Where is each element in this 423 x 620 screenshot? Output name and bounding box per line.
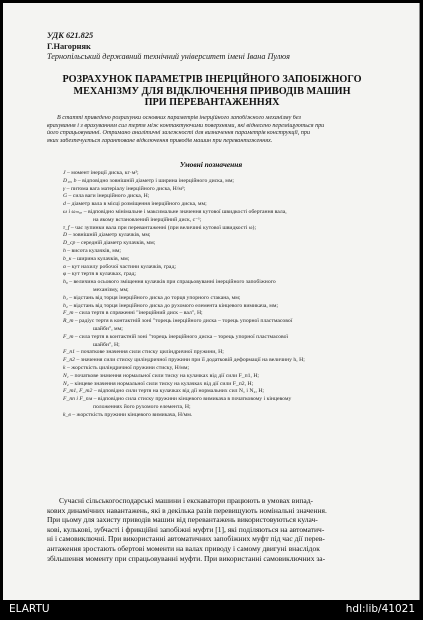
- notation-item: [63, 256, 383, 264]
- notation-description: – кут нахилу робочої частини кулачків, град;: [66, 263, 176, 270]
- abstract-line: його спрацьовуванні. Отримано аналітичні залежності для визначення параметрів конструкції, при: [47, 130, 310, 137]
- author-affiliation: Тернопільський державний технічний університет імені Івана Пулюя: [47, 52, 290, 61]
- notation-symbol: J: [63, 170, 66, 176]
- notation-symbol: h₂: [63, 302, 68, 309]
- notation-item: [63, 186, 383, 194]
- notation-description: – час зупинки вала при перевантаженні (при величині кутової швидкості ω);: [69, 224, 257, 231]
- notation-description: – відповідно сила стиску пружини кінцевого вимикача в початковому і кінцевому: [92, 396, 292, 403]
- notation-description: – значення сили стиску циліндричної пружини при її додатковій деформації на величину h, Н;: [75, 357, 305, 364]
- abstract-line: врахування і з врахуванням сил тертя між контактуючими поверхнями, які віднесено переміщуються при: [47, 122, 325, 129]
- body-line: кових динамічних навантажень, які в декілька разів перевищують номінальні значення.: [47, 505, 327, 515]
- notation-description: – середній діаметр кулачків, мм;: [75, 240, 156, 247]
- notation-heading: Умовні позначення: [179, 160, 243, 169]
- notation-description: – сила тертя в контактній зоні "торець інерційного диска – торець упорної пластмасової: [73, 333, 289, 340]
- notation-symbol: F_т: [63, 310, 74, 317]
- notation-item: [63, 170, 383, 178]
- body-line: При цьому для захисту приводів машин від перевантажень використовуються кулач-: [47, 515, 318, 525]
- footer-repository-label: ELARTU: [9, 603, 50, 615]
- notation-symbol: N₂: [63, 380, 69, 387]
- notation-description: шайби", Н;: [93, 341, 120, 348]
- notation-item: [63, 232, 383, 240]
- notation-symbol: α: [63, 263, 66, 270]
- notation-item: [63, 201, 383, 209]
- notation-symbol: ω і ωₘₐₓ: [63, 208, 83, 215]
- notation-symbol: R_т: [63, 318, 74, 325]
- notation-symbol: F_т: [63, 333, 74, 340]
- notation-item: [63, 373, 383, 381]
- notation-description: – кінцеве значення нормальної сили тиску на кулачках від дії сили F_п2, Н;: [68, 380, 254, 387]
- notation-item: [63, 342, 383, 350]
- notation-description: – питома вага матеріалу інерційного диска, Н/м³;: [65, 185, 186, 192]
- body-line: кові, кулькові, зубчасті і фрикційні запобіжні муфти [1], які поділяються на автоматич-: [47, 524, 325, 534]
- notation-description: шайби", мм;: [93, 325, 123, 332]
- footer-handle: hdl:lib/41021: [345, 603, 415, 615]
- notation-item: [63, 240, 383, 248]
- notation-description: – жорсткість пружини кінцевого вимикача, Н/мм.: [70, 411, 193, 418]
- notation-item: [63, 365, 383, 373]
- notation-item: [63, 404, 383, 412]
- notation-item: [63, 303, 383, 311]
- notation-item: [63, 357, 383, 365]
- article-title: [43, 74, 381, 109]
- notation-description: – відповідно сили тертя на кулачках від дії нормальних сил N₁ і N₂, Н;: [92, 388, 265, 395]
- notation-symbol: N₁: [63, 372, 69, 379]
- notation-description: – радіус тертя в контактній зоні "торець інерційного диска – торець упорної пластмасової: [73, 318, 293, 325]
- notation-item: [63, 193, 383, 201]
- notation-item: [63, 396, 383, 404]
- notation-description: – висота кулачків, мм;: [65, 247, 121, 254]
- notation-symbol: h₁: [63, 294, 68, 301]
- notation-item: [63, 178, 383, 186]
- notation-symbol: G: [63, 193, 68, 200]
- udc-code: УДК 621.825: [47, 31, 94, 40]
- notation-description: – діаметр вала в місці розміщення інерційного диска, мм;: [65, 201, 207, 208]
- notation-symbol: F_п1: [63, 349, 76, 356]
- notation-description: – початкове значення нормальної сили тиску на кулачках від дії сили F_п1, Н;: [68, 372, 260, 379]
- abstract-line: В статті приведено розрахунки основних параметрів інерційного запобіжного механізму без: [57, 115, 301, 121]
- notation-symbol: D: [63, 232, 68, 239]
- notation-item: [63, 412, 383, 420]
- body-line: антаження зростають обертові моменти на валах приводу і самому двигуні внаслідок: [47, 543, 320, 553]
- notation-description: – сила тертя в спряженні "інерційний диск – вал", Н;: [73, 310, 203, 317]
- notation-item: [63, 225, 383, 233]
- notation-symbol: φ: [63, 271, 67, 278]
- notation-item: [63, 334, 383, 342]
- notation-item: [63, 279, 383, 287]
- notation-description: – відстань від торця інерційного диска до торця упорного стакана, мм;: [67, 294, 241, 301]
- notation-item: [63, 217, 383, 225]
- body-line: Сучасні сільськогосподарські машини і екскаватори працюють в умовах випад-: [59, 496, 314, 505]
- notation-item: [63, 209, 383, 217]
- notation-description: – відповідно мінімальне і максимальне значення кутової швидкості обертання вала,: [82, 208, 287, 215]
- notation-item: [63, 310, 383, 318]
- notation-item: [63, 248, 383, 256]
- notation-description: – відстань від торця інерційного диска до рухомого елемента кінцевого вимикача, мм;: [67, 302, 279, 309]
- body-text: [47, 496, 381, 563]
- notation-description: – кут тертя в кулачках, град;: [66, 271, 136, 278]
- notation-symbol: b_к: [63, 255, 72, 262]
- notation-symbol: h₀: [63, 279, 68, 286]
- body-line: ні і самовиключні. При використанні автоматичних запобіжних муфт під час дії перев-: [47, 534, 325, 544]
- notation-symbol: F_п2: [63, 357, 76, 364]
- notation-item: [63, 388, 383, 396]
- notation-item: [63, 264, 383, 272]
- notation-description: – відповідно зовнішній діаметр і ширина інерційного диска, мм;: [76, 177, 235, 184]
- notation-symbol: γ: [63, 185, 66, 192]
- notation-item: [63, 326, 383, 334]
- footer-bar: [0, 600, 423, 620]
- notation-description: – початкове значення сили стиску циліндричної пружини, Н;: [75, 349, 224, 356]
- document-page: [3, 3, 420, 600]
- notation-item: [63, 349, 383, 357]
- notation-symbol: τ_f: [63, 224, 70, 231]
- notation-symbol: k: [63, 364, 66, 371]
- notation-description: положеннях його рухомого елемента, Н;: [93, 403, 191, 410]
- notation-item: [63, 287, 383, 295]
- notation-item: [63, 271, 383, 279]
- notation-symbol: k_в: [63, 411, 71, 418]
- abstract-line: яких забезпечується гарантоване відключення приводів машин при перевантаженнях.: [47, 137, 273, 144]
- notation-description: – момент інерції диска, кг·м²;: [65, 170, 139, 176]
- notation-description: механізму, мм;: [93, 286, 129, 293]
- abstract: [47, 115, 379, 145]
- notation-symbol: D_cp: [63, 240, 76, 247]
- notation-description: на якому встановлений інерційний диск, с⁻¹;: [93, 216, 202, 223]
- title-line: ПРИ ПЕРЕВАНТАЖЕННЯХ: [144, 97, 280, 109]
- body-line: збільшення моменту при спрацьовуванні муфти. При використанні самовиключних за-: [47, 553, 326, 563]
- notation-description: – зовнішній діаметр кулачків, мм;: [67, 232, 151, 239]
- author-name: Г.Нагорняк: [47, 42, 91, 51]
- notation-list: [63, 170, 383, 420]
- notation-item: [63, 318, 383, 326]
- notation-symbol: F_пп і F_пм: [63, 396, 93, 403]
- title-line: РОЗРАХУНОК ПАРАМЕТРІВ ІНЕРЦІЙНОГО ЗАПОБІЖНОГО: [62, 74, 362, 85]
- notation-symbol: F_т1, F_т2: [63, 388, 93, 395]
- notation-symbol: d: [63, 201, 66, 208]
- notation-item: [63, 295, 383, 303]
- notation-description: – сила ваги інерційного диска, Н;: [67, 193, 150, 200]
- title-line: МЕХАНІЗМУ ДЛЯ ВІДКЛЮЧЕННЯ ПРИВОДІВ МАШИН: [73, 85, 351, 97]
- notation-description: – ширина кулачків, мм;: [71, 255, 130, 262]
- notation-item: [63, 381, 383, 389]
- notation-description: – величина осьового зміщення кулачків при спрацьовуванні інерційного запобіжного: [67, 279, 276, 286]
- notation-symbol: D₁ₐ, b: [63, 177, 77, 184]
- notation-description: – жорсткість циліндричної пружини стиску, Н/мм;: [65, 364, 190, 371]
- notation-symbol: h: [63, 247, 66, 254]
